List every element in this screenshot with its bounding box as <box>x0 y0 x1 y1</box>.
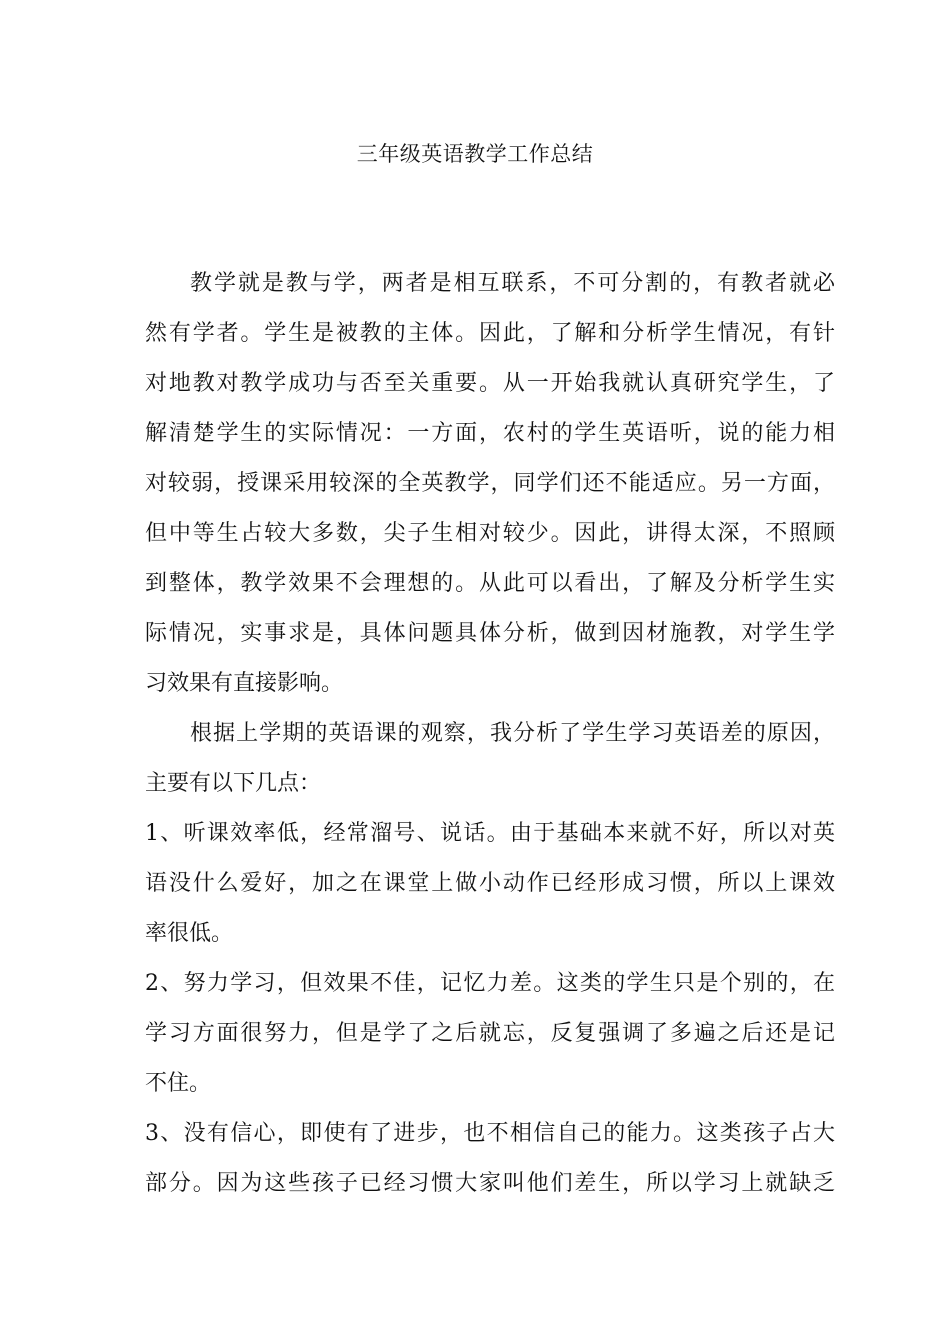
list-item-2-line-1: 2、努力学习，但效果不佳，记忆力差。这类的学生只是个别的，在 <box>145 971 835 996</box>
list-item-1-line-2: 语没什么爱好，加之在课堂上做小动作已经形成习惯，所以上课效 <box>145 871 835 896</box>
paragraph-1-line-9: 习效果有直接影响。 <box>145 671 344 696</box>
paragraph-2-line-1: 根据上学期的英语课的观察，我分析了学生学习英语差的原因， <box>190 721 835 746</box>
list-item-1-line-1: 1、听课效率低，经常溜号、说话。由于基础本来就不好，所以对英 <box>145 821 835 846</box>
list-item-3-line-1: 3、没有信心，即使有了进步，也不相信自己的能力。这类孩子占大 <box>145 1121 835 1146</box>
paragraph-1-line-4: 解清楚学生的实际情况：一方面，农村的学生英语听，说的能力相 <box>145 421 835 446</box>
paragraph-1-line-3: 对地教对教学成功与否至关重要。从一开始我就认真研究学生，了 <box>145 371 835 396</box>
paragraph-1-line-5: 对较弱，授课采用较深的全英教学，同学们还不能适应。另一方面， <box>145 471 835 496</box>
paragraph-1-line-6: 但中等生占较大多数，尖子生相对较少。因此，讲得太深，不照顾 <box>145 521 835 546</box>
paragraph-1-line-2: 然有学者。学生是被教的主体。因此，了解和分析学生情况，有针 <box>145 321 835 346</box>
paragraph-2-line-2: 主要有以下几点： <box>145 771 322 796</box>
paragraph-1-line-8: 际情况，实事求是，具体问题具体分析，做到因材施教，对学生学 <box>145 621 835 646</box>
document-body <box>145 259 835 1209</box>
list-item-2-line-3: 不住。 <box>145 1071 212 1096</box>
paragraph-1-line-7: 到整体，教学效果不会理想的。从此可以看出，了解及分析学生实 <box>145 571 835 596</box>
list-item-1-line-3: 率很低。 <box>145 921 234 946</box>
document-title: 三年级英语教学工作总结 <box>356 142 594 166</box>
list-item-2-line-2: 学习方面很努力，但是学了之后就忘，反复强调了多遍之后还是记 <box>145 1021 835 1046</box>
paragraph-1-line-1: 教学就是教与学，两者是相互联系，不可分割的，有教者就必 <box>190 271 835 296</box>
list-item-3-line-2: 部分。因为这些孩子已经习惯大家叫他们差生，所以学习上就缺乏 <box>145 1171 835 1196</box>
